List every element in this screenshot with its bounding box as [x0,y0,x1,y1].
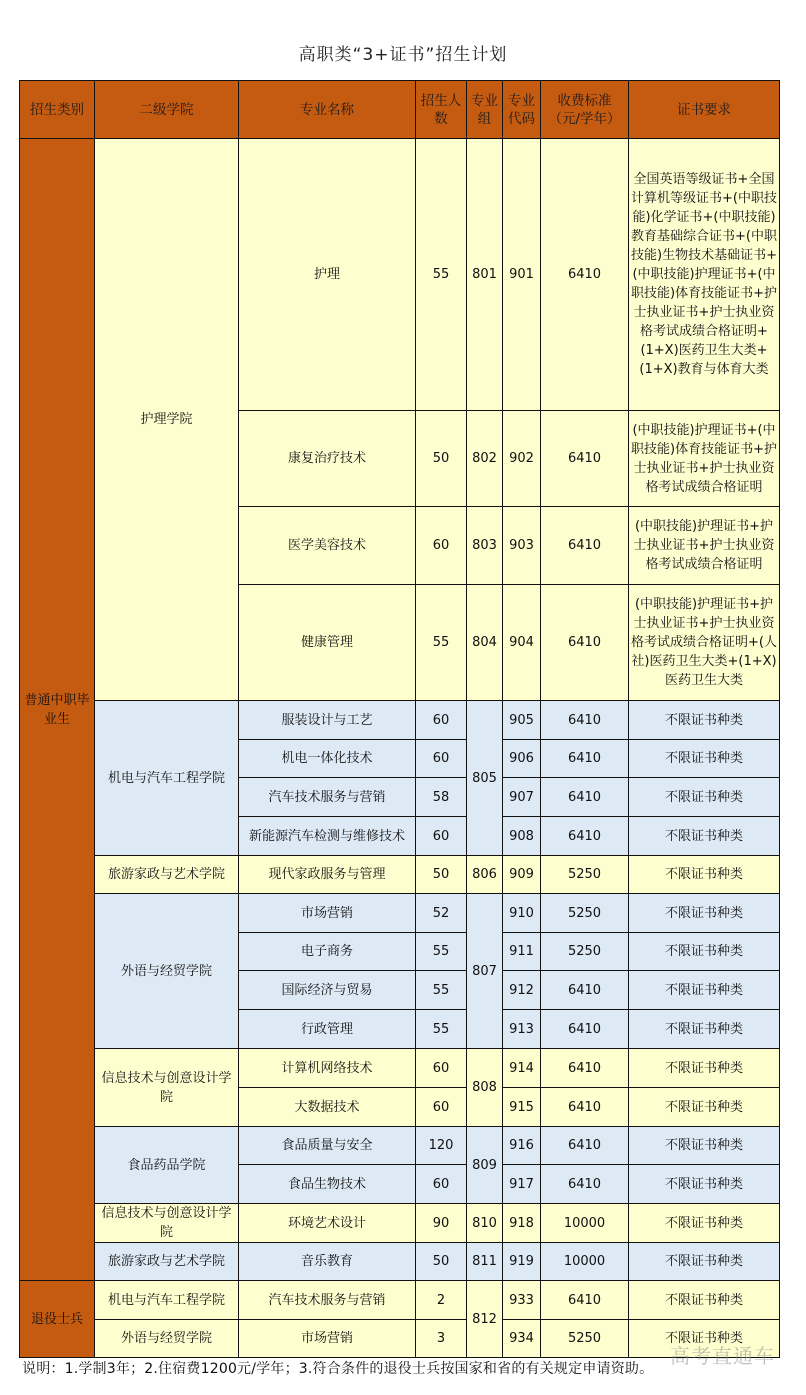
count-cell: 58 [416,778,467,817]
count-cell: 60 [416,1165,467,1204]
college-cell: 信息技术与创意设计学院 [95,1204,239,1243]
count-cell: 60 [416,701,467,740]
table-row [20,1281,780,1320]
fee-cell: 6410 [541,1088,629,1127]
group-cell: 808 [467,1049,503,1127]
header-major: 专业名称 [239,81,416,139]
header-college: 二级学院 [95,81,239,139]
table-row [20,701,780,740]
count-cell: 90 [416,1204,467,1243]
requirement-cell: 不限证书种类 [629,817,780,856]
major-cell: 市场营销 [239,894,416,933]
code-cell: 913 [503,1010,541,1049]
fee-cell: 6410 [541,1127,629,1165]
requirement-cell: (中职技能)护理证书+护士执业证书+护士执业资格考试成绩合格证明 [629,507,780,585]
code-cell: 905 [503,701,541,740]
group-cell: 803 [467,507,503,585]
code-cell: 906 [503,740,541,778]
count-cell: 60 [416,740,467,778]
group-cell: 806 [467,856,503,894]
table-row [20,894,780,933]
group-cell: 810 [467,1204,503,1243]
code-cell: 903 [503,507,541,585]
code-cell: 910 [503,894,541,933]
requirement-cell: 不限证书种类 [629,1243,780,1281]
major-cell: 食品生物技术 [239,1165,416,1204]
major-cell: 机电一体化技术 [239,740,416,778]
code-cell: 904 [503,585,541,701]
requirement-cell: 不限证书种类 [629,1010,780,1049]
fee-cell: 5250 [541,1320,629,1358]
category-cell: 退役士兵 [20,1281,95,1358]
group-cell: 809 [467,1127,503,1204]
college-cell: 外语与经贸学院 [95,894,239,1049]
fee-cell: 5250 [541,933,629,971]
table-row [20,856,780,894]
college-cell: 信息技术与创意设计学院 [95,1049,239,1127]
count-cell: 55 [416,585,467,701]
fee-cell: 6410 [541,139,629,411]
group-cell: 804 [467,585,503,701]
count-cell: 50 [416,856,467,894]
requirement-cell: (中职技能)护理证书+(中职技能)体育技能证书+护士执业证书+护士执业资格考试成绩合格证明 [629,411,780,507]
fee-cell: 6410 [541,971,629,1010]
header-fee: 收费标准（元/学年） [541,81,629,139]
requirement-cell: 不限证书种类 [629,1088,780,1127]
table-row [20,1127,780,1165]
major-cell: 行政管理 [239,1010,416,1049]
group-cell: 802 [467,411,503,507]
major-cell: 市场营销 [239,1320,416,1358]
code-cell: 917 [503,1165,541,1204]
major-cell: 医学美容技术 [239,507,416,585]
count-cell: 55 [416,971,467,1010]
major-cell: 康复治疗技术 [239,411,416,507]
count-cell: 60 [416,817,467,856]
major-cell: 食品质量与安全 [239,1127,416,1165]
table-row [20,1320,780,1358]
code-cell: 908 [503,817,541,856]
footnote: 说明：1.学制3年；2.住宿费1200元/学年；3.符合条件的退役士兵按国家和省的有关规定申请资助。 [22,1361,654,1377]
major-cell: 现代家政服务与管理 [239,856,416,894]
group-cell: 807 [467,894,503,1049]
fee-cell: 6410 [541,507,629,585]
major-cell: 护理 [239,139,416,411]
group-cell: 801 [467,139,503,411]
college-cell: 旅游家政与艺术学院 [95,1243,239,1281]
fee-cell: 6410 [541,740,629,778]
count-cell: 52 [416,894,467,933]
requirement-cell: 不限证书种类 [629,1204,780,1243]
fee-cell: 6410 [541,701,629,740]
fee-cell: 10000 [541,1243,629,1281]
code-cell: 912 [503,971,541,1010]
group-cell: 805 [467,701,503,856]
requirement-cell: (中职技能)护理证书+护士执业证书+护士执业资格考试成绩合格证明+(人社)医药卫生大类+(1+X)医药卫生大类 [629,585,780,701]
college-cell: 护理学院 [95,139,239,701]
requirement-cell: 不限证书种类 [629,1049,780,1088]
code-cell: 934 [503,1320,541,1358]
count-cell: 60 [416,1088,467,1127]
header-requirement: 证书要求 [629,81,780,139]
count-cell: 2 [416,1281,467,1320]
count-cell: 60 [416,507,467,585]
header-row [20,81,780,139]
fee-cell: 6410 [541,585,629,701]
header-code: 专业代码 [503,81,541,139]
code-cell: 919 [503,1243,541,1281]
requirement-cell: 不限证书种类 [629,740,780,778]
table-row [20,1049,780,1088]
major-cell: 大数据技术 [239,1088,416,1127]
count-cell: 60 [416,1049,467,1088]
code-cell: 918 [503,1204,541,1243]
college-cell: 机电与汽车工程学院 [95,1281,239,1320]
count-cell: 55 [416,139,467,411]
code-cell: 914 [503,1049,541,1088]
code-cell: 915 [503,1088,541,1127]
college-cell: 食品药品学院 [95,1127,239,1204]
fee-cell: 5250 [541,856,629,894]
code-cell: 902 [503,411,541,507]
major-cell: 环境艺术设计 [239,1204,416,1243]
category-cell: 普通中职毕业生 [20,139,95,1281]
requirement-cell: 不限证书种类 [629,894,780,933]
major-cell: 计算机网络技术 [239,1049,416,1088]
count-cell: 50 [416,1243,467,1281]
major-cell: 汽车技术服务与营销 [239,778,416,817]
major-cell: 音乐教育 [239,1243,416,1281]
code-cell: 916 [503,1127,541,1165]
requirement-cell: 全国英语等级证书+全国计算机等级证书+(中职技能)化学证书+(中职技能)教育基础综合证书+(中职技能)生物技术基础证书+(中职技能)护理证书+(中职技能)体育技能证书+护士执业证书+护士执业资格考试成绩合格证明+(1+X)医药卫生大类+(1+X)教育与体育大类 [629,139,780,411]
count-cell: 3 [416,1320,467,1358]
requirement-cell: 不限证书种类 [629,701,780,740]
fee-cell: 6410 [541,817,629,856]
fee-cell: 6410 [541,1165,629,1204]
group-cell: 812 [467,1281,503,1358]
requirement-cell: 不限证书种类 [629,856,780,894]
header-count: 招生人数 [416,81,467,139]
requirement-cell: 不限证书种类 [629,778,780,817]
fee-cell: 6410 [541,1010,629,1049]
count-cell: 55 [416,1010,467,1049]
requirement-cell: 不限证书种类 [629,1165,780,1204]
code-cell: 911 [503,933,541,971]
requirement-cell: 不限证书种类 [629,971,780,1010]
fee-cell: 6410 [541,1281,629,1320]
college-cell: 旅游家政与艺术学院 [95,856,239,894]
requirement-cell: 不限证书种类 [629,933,780,971]
page-title: 高职类“3+证书”招生计划 [298,45,508,65]
enrollment-plan-table [19,80,780,1358]
requirement-cell: 不限证书种类 [629,1281,780,1320]
major-cell: 服装设计与工艺 [239,701,416,740]
major-cell: 健康管理 [239,585,416,701]
watermark: 高考直通车 [670,1344,775,1368]
code-cell: 907 [503,778,541,817]
code-cell: 933 [503,1281,541,1320]
table-row [20,1243,780,1281]
table-row [20,139,780,411]
major-cell: 汽车技术服务与营销 [239,1281,416,1320]
major-cell: 新能源汽车检测与维修技术 [239,817,416,856]
group-cell: 811 [467,1243,503,1281]
fee-cell: 6410 [541,1049,629,1088]
fee-cell: 6410 [541,778,629,817]
requirement-cell: 不限证书种类 [629,1127,780,1165]
requirement-cell: 不限证书种类 [629,1320,780,1358]
count-cell: 120 [416,1127,467,1165]
college-cell: 机电与汽车工程学院 [95,701,239,856]
major-cell: 电子商务 [239,933,416,971]
fee-cell: 6410 [541,411,629,507]
table-row [20,1204,780,1243]
count-cell: 50 [416,411,467,507]
code-cell: 901 [503,139,541,411]
code-cell: 909 [503,856,541,894]
count-cell: 55 [416,933,467,971]
header-category: 招生类别 [20,81,95,139]
header-group: 专业组 [467,81,503,139]
college-cell: 外语与经贸学院 [95,1320,239,1358]
major-cell: 国际经济与贸易 [239,971,416,1010]
fee-cell: 5250 [541,894,629,933]
fee-cell: 10000 [541,1204,629,1243]
